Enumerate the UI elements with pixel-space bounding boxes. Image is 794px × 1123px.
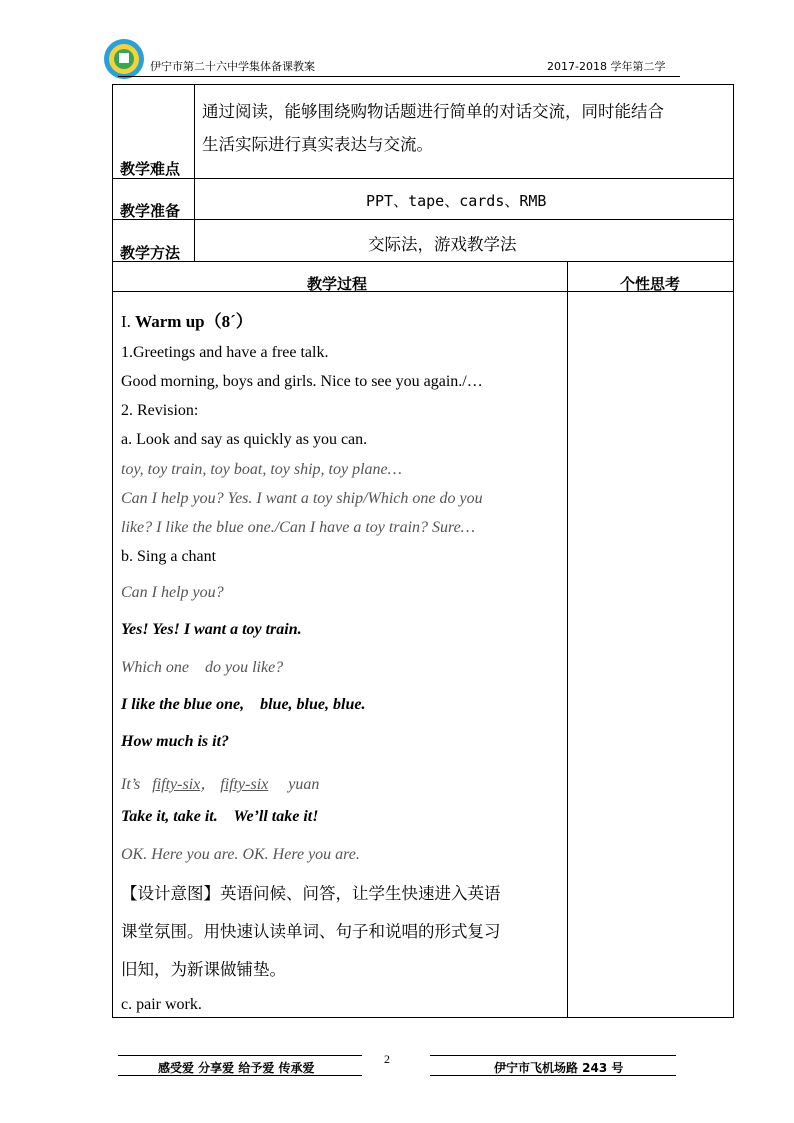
- footer-address: 伊宁市飞机场路 243 号: [494, 1061, 624, 1075]
- design-intent-line-2: 课堂氛围。用快速认读单词、句子和说唱的形式复习: [121, 922, 501, 941]
- chant-line-8: OK. Here you are. OK. Here you are.: [121, 846, 360, 863]
- method-value: 交际法，游戏教学法: [368, 235, 517, 254]
- preparation-label: 教学准备: [120, 202, 181, 220]
- school-name: 伊宁市第二十六中学集体备课教案: [150, 60, 315, 73]
- chant-heading: b. Sing a chant: [121, 548, 217, 565]
- difficulty-label: 教学难点: [120, 160, 181, 178]
- footer-motto: 感受爱 分享爱 给予爱 传承爱: [158, 1061, 315, 1075]
- preparation-value: PPT、tape、cards、RMB: [366, 192, 547, 210]
- chant-6-blank-1: fifty-six: [152, 776, 201, 793]
- greeting-example: Good morning, boys and girls. Nice to see you again./…: [121, 373, 483, 390]
- row-divider: [113, 219, 733, 220]
- design-intent-line-1: 【设计意图】英语问候、问答，让学生快速进入英语: [121, 884, 501, 903]
- chant-line-3: Which one do you like?: [121, 659, 284, 676]
- pair-work-line: c. pair work.: [121, 996, 202, 1013]
- chant-line-2: Yes! Yes! I want a toy train.: [121, 621, 302, 638]
- process-column-divider: [567, 261, 568, 1017]
- footer-right-rule-top: [430, 1055, 676, 1056]
- warmup-number: I.: [121, 312, 136, 331]
- chant-6-lead: It’s: [121, 776, 145, 793]
- toy-words-line: toy, toy train, toy boat, toy ship, toy plane…: [121, 461, 402, 478]
- warmup-heading: [121, 307, 253, 332]
- term-label: 2017-2018 学年第二学: [547, 60, 666, 73]
- warmup-title: Warm up（8´）: [135, 312, 253, 331]
- chant-line-7: Take it, take it. We’ll take it!: [121, 808, 319, 825]
- school-logo: [103, 38, 145, 80]
- footer-left-rule-top: [118, 1055, 362, 1056]
- page-number: 2: [384, 1052, 390, 1066]
- difficulty-text-line1: 通过阅读，能够围绕购物话题进行简单的对话交流，同时能结合: [202, 102, 664, 121]
- method-label: 教学方法: [120, 244, 181, 262]
- chant-line-5: How much is it?: [121, 733, 230, 750]
- chant-6-tail: yuan: [288, 776, 320, 793]
- row-divider: [113, 261, 733, 262]
- greetings-line: 1.Greetings and have a free talk.: [121, 344, 329, 361]
- difficulty-text-line2: 生活实际进行真实表达与交流。: [202, 135, 433, 154]
- process-header: 教学过程: [307, 275, 368, 293]
- revision-heading: 2. Revision:: [121, 402, 199, 419]
- header-divider: [118, 76, 680, 77]
- chant-line-1: Can I help you?: [121, 584, 224, 601]
- chant-line-4: I like the blue one, blue, blue, blue.: [121, 696, 366, 713]
- lesson-plan-table: [112, 84, 734, 1018]
- label-column-divider: [194, 85, 195, 261]
- design-intent-line-3: 旧知，为新课做铺垫。: [121, 960, 286, 979]
- thoughts-header: 个性思考: [620, 275, 681, 293]
- chant-6-blank-2: fifty-six: [220, 776, 269, 793]
- dialogue-line-2: like? I like the blue one./Can I have a toy train? Sure…: [121, 519, 475, 536]
- chant-6-comma: ，: [200, 776, 217, 793]
- row-divider: [113, 178, 733, 179]
- look-say-line: a. Look and say as quickly as you can.: [121, 431, 368, 448]
- dialogue-line-1: Can I help you? Yes. I want a toy ship/Which one do you: [121, 490, 483, 507]
- chant-line-6: [121, 771, 319, 794]
